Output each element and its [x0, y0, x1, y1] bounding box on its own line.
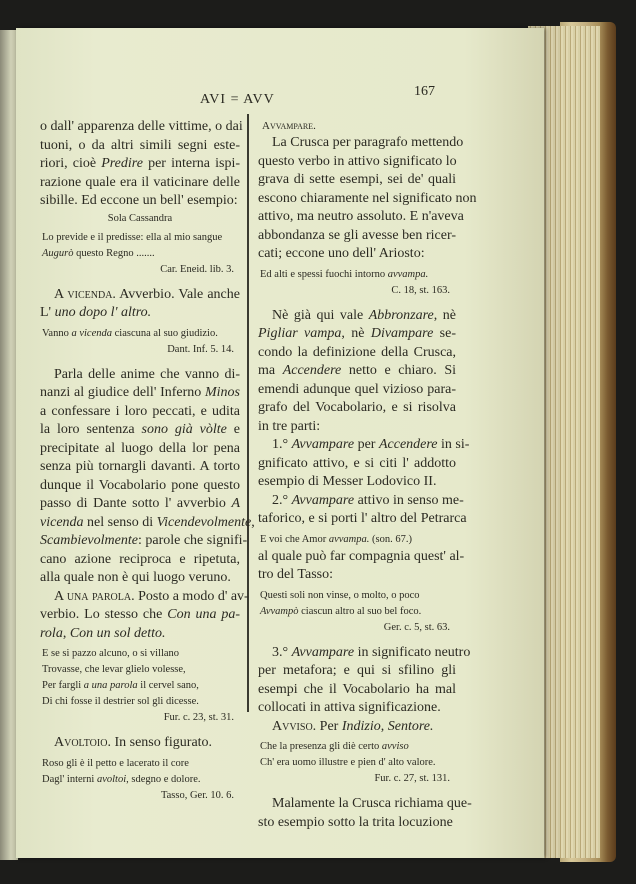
paragraph	[40, 588, 249, 644]
text-span: uno dopo l' altro.	[54, 305, 152, 320]
text-span: Per fargli	[42, 680, 84, 691]
text-line	[40, 211, 240, 227]
text-line	[42, 246, 240, 262]
text-span: a una parola	[83, 680, 138, 691]
text-line	[258, 283, 456, 299]
text-span: Trovasse, che levar glielo volesse,	[42, 664, 186, 675]
text-line	[258, 620, 456, 636]
citation	[40, 710, 240, 726]
text-span: sibille. Ed eccone un bell' esempio:	[40, 193, 238, 208]
text-span: Pigliar vampa	[258, 326, 342, 341]
text-line	[258, 344, 456, 363]
text-line	[258, 418, 456, 437]
text-line	[258, 795, 472, 814]
paragraph	[258, 718, 456, 737]
text-span: escono chiaramente nel significato non	[258, 190, 477, 206]
text-span: ciascun altro al suo bel foco.	[298, 605, 422, 617]
text-span: A una parola.	[54, 588, 135, 604]
text-span: Nè già qui vale	[272, 307, 369, 323]
text-span: Sola Cassandra	[107, 212, 173, 224]
text-span: esempi che il Vocabolario ha mal	[258, 681, 456, 697]
text-line	[40, 342, 240, 358]
text-line	[40, 440, 240, 459]
entry-heading	[258, 118, 456, 134]
left-column	[40, 118, 255, 812]
text-line	[258, 681, 456, 700]
text-line	[40, 551, 240, 570]
text-span: grava di sette esempi, sei de' quali	[258, 172, 456, 187]
text-line	[258, 381, 456, 400]
text-line	[40, 262, 240, 278]
text-line	[42, 326, 240, 342]
text-span: Dagl' interni	[42, 773, 97, 785]
text-span: Con una pa-	[167, 607, 240, 622]
text-line	[258, 548, 465, 567]
text-span: E se si pazzo alcuno, o si villano	[42, 648, 180, 659]
text-line	[258, 814, 456, 833]
citation	[258, 771, 456, 787]
text-span: sono già vòlte	[141, 422, 227, 437]
text-line	[258, 325, 456, 344]
text-line	[42, 678, 240, 694]
quotation	[42, 230, 240, 262]
text-span: se-	[433, 326, 457, 341]
text-line	[40, 532, 248, 551]
text-line	[40, 495, 240, 514]
text-span: per interna ispi-	[142, 156, 240, 171]
quotation	[260, 588, 456, 620]
text-span: questo verbo in attivo significato lo	[258, 153, 457, 169]
text-span: ,	[251, 514, 255, 530]
text-span: : parole che signifi-	[137, 533, 248, 548]
text-span: Dant. Inf. 5. 14.	[167, 343, 234, 355]
text-span: nanzi al giudice dell' Inferno	[40, 385, 205, 400]
text-span: Avvampare	[291, 644, 355, 660]
text-line	[260, 604, 456, 620]
text-span: grafo del Vocabolario, e si risolva	[258, 400, 456, 415]
citation	[40, 788, 240, 804]
text-span: E voi che Amor	[260, 533, 329, 545]
paragraph	[40, 734, 240, 753]
text-span: Accendere	[378, 437, 438, 452]
paragraph	[258, 795, 472, 832]
quotation	[42, 646, 240, 710]
text-span: Abbronzare	[368, 307, 434, 323]
text-line	[40, 514, 255, 533]
text-span: emendi adunque quel vizioso para-	[258, 381, 456, 397]
running-head: AVI = AVV	[200, 92, 275, 107]
text-span: Vicendevolmente	[156, 514, 252, 530]
text-line	[260, 532, 456, 548]
page-number: 167	[414, 84, 435, 99]
text-span: Avvampò	[260, 605, 299, 617]
paragraph	[258, 644, 471, 718]
text-span: cati; eccone uno dell' Ariosto:	[258, 246, 425, 261]
text-span: cano azione reciproca e ripetuta,	[40, 551, 240, 567]
text-line	[42, 756, 240, 772]
text-span: , nè	[341, 326, 371, 341]
text-line	[40, 625, 240, 644]
text-span: per	[354, 437, 379, 452]
text-span: 2.°	[272, 492, 292, 508]
text-line	[258, 492, 464, 511]
text-span: Avverbio. Vale anche	[115, 286, 240, 302]
text-span: Per	[316, 718, 342, 734]
quotation	[42, 326, 240, 342]
text-span: Scambievolmente	[40, 533, 138, 548]
text-line	[40, 569, 240, 588]
text-line	[42, 694, 240, 710]
text-span: tuoni, o da altri simili segni este-	[40, 137, 240, 153]
text-span: razione quale era il vaticinare delle	[40, 174, 240, 190]
text-line	[258, 362, 456, 381]
text-line	[40, 384, 240, 403]
text-span: riori, cioè	[40, 156, 102, 171]
text-span: Predire	[101, 156, 143, 171]
text-span: Avoltoio.	[54, 735, 111, 750]
text-line	[260, 739, 456, 755]
text-span: Che la presenza gli diè certo	[260, 741, 382, 752]
quotation	[260, 267, 456, 283]
text-line	[40, 118, 243, 137]
text-span: tro del Tasso:	[258, 567, 333, 582]
text-line	[40, 174, 240, 193]
text-span: Di chi fosse il destrier sol gli dicesse.	[42, 696, 199, 707]
text-line	[258, 171, 456, 190]
column-divider	[247, 114, 249, 712]
text-span: ,	[62, 625, 70, 641]
text-span: passo di Dante sotto l' avverbio	[40, 496, 232, 511]
text-span: ciascuna al suo giudizio.	[112, 327, 218, 339]
text-span: 1.°	[272, 437, 292, 452]
text-span: Augurò	[42, 247, 74, 259]
citation	[40, 262, 240, 278]
text-span: A	[231, 496, 240, 511]
text-span: taforico, e si porti l' altro del Petrarca	[258, 511, 467, 526]
paragraph	[258, 134, 477, 264]
text-span: Fur. c. 23, st. 31.	[163, 712, 234, 723]
text-line	[42, 662, 240, 678]
text-line	[258, 118, 456, 134]
text-span: il cervel sano,	[137, 680, 199, 691]
text-line	[258, 662, 456, 681]
text-line	[260, 267, 456, 283]
citation	[258, 283, 456, 299]
text-span: attivo, ma neutro assoluto. E n'aveva	[258, 209, 464, 224]
text-line	[40, 606, 240, 625]
text-span: al quale può far compagnia quest' al-	[258, 548, 465, 564]
text-line	[258, 771, 456, 787]
text-span: per metafora; e qui si sfilino gli	[258, 663, 456, 678]
text-span: in tre parti:	[258, 418, 321, 434]
text-line	[40, 458, 240, 477]
text-span: collocati in attiva significazione.	[258, 700, 441, 715]
paragraph	[258, 492, 467, 529]
text-span: Ed alti e spessi fuochi intorno	[260, 268, 388, 280]
text-span: Vanno	[42, 327, 72, 339]
text-line	[258, 644, 471, 663]
text-line	[260, 588, 456, 604]
paragraph	[40, 366, 255, 588]
text-line	[42, 230, 240, 246]
text-span: o dall' apparenza delle vittime, o dai	[40, 119, 243, 134]
paragraph	[258, 307, 456, 437]
text-line	[258, 473, 456, 492]
text-line	[40, 286, 240, 305]
text-line	[40, 734, 240, 753]
text-span: alla quale non è qui luogo veruno.	[40, 570, 231, 585]
text-span: condo la definizione della Crusca,	[258, 344, 456, 360]
text-span: Ger. c. 5, st. 63.	[383, 621, 450, 633]
text-span: precipitate al luogo della lor pena	[40, 440, 240, 456]
text-span: Malamente la Crusca richiama que-	[272, 796, 472, 811]
text-span: esempio di Messer Lodovico II.	[258, 474, 437, 489]
text-span: questo Regno .......	[73, 247, 155, 259]
text-line	[258, 699, 456, 718]
paragraph	[258, 548, 465, 585]
text-span: Fur. c. 27, st. 131.	[374, 773, 450, 784]
text-span: Lo previde e il predisse: ella al mio sangue	[42, 231, 223, 243]
text-line	[40, 155, 240, 174]
text-line	[40, 192, 240, 211]
text-span: Indizio	[341, 718, 381, 734]
text-span: La Crusca per paragrafo mettendo	[272, 135, 464, 150]
text-span: in si-	[437, 437, 470, 452]
text-span: Avviso.	[272, 718, 317, 734]
text-span: nel senso di	[83, 514, 157, 530]
text-span: Accendere	[282, 363, 342, 378]
text-span: C. 18, st. 163.	[391, 284, 450, 296]
text-span: 3.°	[272, 644, 292, 660]
text-span: Divampare	[370, 326, 434, 341]
text-span: L'	[40, 305, 55, 320]
text-span: avviso	[381, 741, 409, 752]
text-line	[40, 403, 240, 422]
text-span: Con un sol detto.	[69, 625, 166, 641]
text-line	[258, 718, 456, 737]
citation	[258, 620, 456, 636]
text-span: Avvampare	[291, 492, 355, 508]
text-span: ,	[380, 718, 388, 734]
text-line	[40, 477, 240, 496]
text-span: In senso figurato.	[110, 735, 213, 750]
text-line	[40, 421, 240, 440]
text-span: Car. Eneid. lib. 3.	[160, 263, 234, 275]
text-line	[258, 134, 464, 153]
text-span: ma	[258, 363, 283, 378]
quotation	[260, 739, 456, 771]
text-span: rola	[40, 625, 63, 641]
text-span: , sdegno e dolore.	[126, 773, 201, 785]
text-span: avvampa.	[387, 268, 429, 280]
text-span: sto esempio sotto la trita locuzione	[258, 814, 453, 830]
text-span: Sentore.	[387, 718, 434, 734]
text-span: Ch' era uomo illustre e pien d' alto valore.	[260, 757, 436, 768]
text-line	[258, 245, 456, 264]
text-line	[40, 710, 240, 726]
text-line	[258, 399, 456, 418]
text-span: avoltoi	[96, 773, 127, 785]
paragraph	[258, 436, 470, 492]
text-line	[40, 137, 240, 156]
text-span: Tasso, Ger. 10. 6.	[160, 789, 234, 801]
text-span: la loro sentenza	[40, 422, 142, 437]
text-span: (son. 67.)	[369, 533, 412, 545]
quotation	[260, 532, 456, 548]
text-span: abbondanza se gli avesse ben ricer-	[258, 227, 456, 243]
text-line	[260, 755, 456, 771]
quotation	[42, 756, 240, 788]
text-line	[40, 304, 240, 323]
text-line	[258, 227, 456, 246]
text-span: netto e chiaro. Si	[341, 363, 456, 378]
text-line	[258, 510, 467, 529]
text-span: avvampa.	[328, 533, 370, 545]
text-span: Posto a modo d' av-	[134, 588, 249, 604]
paragraph	[40, 286, 240, 323]
text-span: Questi soli non vinse, o molto, o poco	[260, 589, 420, 601]
text-span: Avvampare.	[262, 120, 316, 132]
text-span: senza più tornargli davanti. A torto	[40, 459, 240, 474]
text-span: in significato neutro	[354, 644, 471, 660]
text-span: Avvampare	[291, 437, 355, 452]
text-line	[258, 455, 456, 474]
text-line	[258, 190, 477, 209]
text-span: Parla delle anime che vanno di-	[54, 366, 240, 382]
text-span: vicenda	[40, 514, 84, 530]
text-line	[258, 436, 470, 455]
text-line	[258, 307, 456, 326]
text-span: A vicenda.	[54, 286, 116, 302]
paragraph	[40, 118, 243, 211]
text-span: dunque il Vocabolario pone questo	[40, 477, 240, 493]
text-line	[42, 772, 240, 788]
text-span: a confessare i loro peccati, e udita	[40, 403, 240, 419]
text-line	[40, 788, 240, 804]
text-span: Minos	[205, 385, 240, 400]
text-span: attivo in senso me-	[354, 492, 464, 508]
citation	[40, 342, 240, 358]
text-line	[42, 646, 240, 662]
text-line	[258, 208, 464, 227]
text-line	[258, 153, 456, 172]
text-line	[40, 366, 240, 385]
text-span: e	[226, 422, 241, 437]
text-line	[40, 588, 249, 607]
text-span: , nè	[433, 307, 456, 323]
text-span: verbio. Lo stesso che	[40, 607, 168, 622]
text-span: Roso gli è il petto e lacerato il core	[42, 757, 189, 769]
text-span: a vicenda	[71, 327, 112, 339]
quotation	[40, 211, 240, 227]
right-column	[258, 118, 477, 832]
text-line	[258, 566, 456, 585]
text-span: gnificato attivo, e si citi l' addotto	[258, 455, 456, 471]
